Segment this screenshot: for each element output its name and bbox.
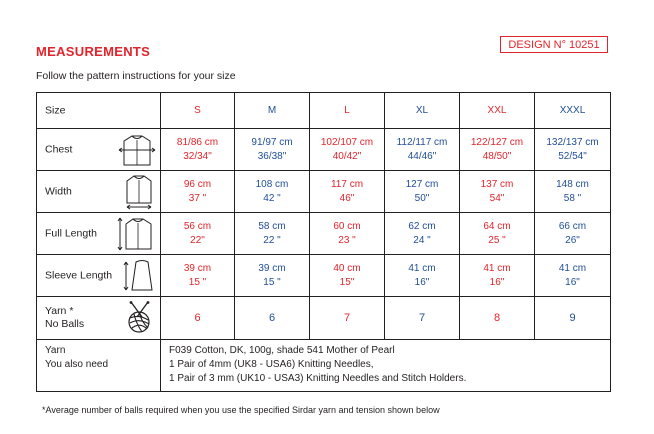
sleeve-in-xl: 16" — [414, 276, 430, 288]
width-cm-xxl: 137 cm — [480, 178, 514, 190]
sleeve-in-xxl: 16" — [489, 276, 505, 288]
footnote: *Average number of balls required when you use the specified Sirdar yarn and tension shown below — [42, 405, 440, 415]
sleeve-cm-xl: 41 cm — [408, 262, 436, 274]
size-header: L — [310, 93, 385, 129]
width-row — [37, 171, 611, 213]
yarn-balls-label-cell — [37, 297, 161, 340]
chest-cm-xxl: 122/127 cm — [470, 136, 524, 148]
length-cm-l: 60 cm — [333, 220, 361, 232]
width-cm-xl: 127 cm — [405, 178, 439, 190]
balls-m: 6 — [235, 297, 310, 340]
size-header: XXXL — [535, 93, 611, 129]
chest-cm-s: 81/86 cm — [176, 136, 219, 148]
length-cm-xxl: 64 cm — [483, 220, 511, 232]
balls-s: 6 — [161, 297, 235, 340]
length-in-xxl: 25 " — [488, 234, 506, 246]
width-in-xxl: 54" — [489, 192, 505, 204]
chest-in-m: 36/38" — [257, 150, 287, 162]
yarn-balls-label-2: No Balls — [45, 318, 85, 330]
measurements-table — [36, 92, 611, 392]
balls-xxxl: 9 — [535, 297, 611, 340]
intro-text: Follow the pattern instructions for your size — [36, 70, 236, 82]
sleeve-length-label: Sleeve Length — [45, 269, 113, 281]
size-header: S — [161, 93, 235, 129]
size-label: Size — [45, 104, 66, 116]
full-length-icon — [116, 216, 156, 252]
chest-in-s: 32/34" — [183, 150, 212, 162]
chest-icon — [118, 133, 156, 167]
sleeve-in-xxxl: 16" — [565, 276, 580, 288]
size-header: XXL — [460, 93, 535, 129]
needles-detail-1: 1 Pair of 4mm (UK8 - USA6) Knitting Needles, — [169, 359, 374, 370]
length-cm-s: 56 cm — [183, 220, 212, 232]
page-title: MEASUREMENTS — [36, 44, 151, 59]
length-in-m: 22 " — [263, 234, 281, 246]
sleeve-cm-s: 39 cm — [183, 262, 212, 274]
yarn-balls-row — [37, 297, 611, 340]
also-need-label: You also need — [45, 359, 109, 370]
width-in-xxxl: 58 " — [563, 192, 582, 204]
balls-xxl: 8 — [460, 297, 535, 340]
yarn-balls-label-1: Yarn * — [45, 305, 74, 317]
chest-in-l: 40/42" — [332, 150, 362, 162]
length-cm-xl: 62 cm — [408, 220, 436, 232]
sleeve-cm-m: 39 cm — [258, 262, 286, 274]
size-label-cell — [37, 93, 161, 129]
yarn-label: Yarn — [45, 345, 66, 356]
full-length-label: Full Length — [45, 227, 97, 239]
size-header: XL — [385, 93, 460, 129]
chest-in-xxl: 48/50" — [482, 150, 512, 162]
width-label-cell — [37, 171, 161, 213]
full-length-label-cell — [37, 213, 161, 255]
chest-cm-xxxl: 132/137 cm — [546, 136, 599, 148]
length-in-l: 23 " — [338, 234, 356, 246]
size-row — [37, 93, 611, 129]
chest-in-xxxl: 52/54" — [558, 150, 587, 162]
length-in-xxxl: 26" — [565, 234, 580, 246]
sleeve-length-icon — [122, 258, 156, 294]
chest-cm-l: 102/107 cm — [320, 136, 374, 148]
sleeve-in-m: 15 " — [263, 276, 281, 288]
width-in-s: 37 " — [188, 192, 207, 204]
width-cm-l: 117 cm — [330, 178, 364, 190]
length-cm-xxxl: 66 cm — [558, 220, 587, 232]
width-cm-s: 96 cm — [183, 178, 212, 190]
width-label: Width — [45, 185, 72, 197]
sleeve-cm-xxxl: 41 cm — [558, 262, 587, 274]
chest-label-cell — [37, 129, 161, 171]
balls-xl: 7 — [385, 297, 460, 340]
sleeve-length-label-cell — [37, 255, 161, 297]
full-length-row — [37, 213, 611, 255]
chest-cm-xl: 112/117 cm — [396, 136, 448, 148]
sleeve-length-row — [37, 255, 611, 297]
yarn-info-details — [161, 340, 611, 392]
yarn-info-labels — [37, 340, 161, 392]
chest-in-xl: 44/46" — [407, 150, 437, 162]
balls-l: 7 — [310, 297, 385, 340]
design-number-badge: DESIGN N° 10251 — [500, 36, 608, 53]
needles-detail-2: 1 Pair of 3 mm (UK10 - USA3) Knitting Needles and Stitch Holders. — [169, 373, 467, 384]
yarn-info-row — [37, 340, 611, 392]
length-cm-m: 58 cm — [258, 220, 286, 232]
sleeve-in-l: 15" — [339, 276, 355, 288]
sleeve-cm-xxl: 41 cm — [483, 262, 511, 274]
length-in-xl: 24 " — [413, 234, 431, 246]
width-icon — [122, 174, 156, 210]
size-header: M — [235, 93, 310, 129]
width-cm-xxxl: 148 cm — [556, 178, 589, 190]
width-in-m: 42 " — [263, 192, 281, 204]
chest-label: Chest — [45, 143, 73, 155]
yarn-detail: F039 Cotton, DK, 100g, shade 541 Mother of Pearl — [169, 345, 395, 356]
length-in-s: 22" — [190, 234, 205, 246]
yarn-ball-icon — [122, 301, 156, 335]
chest-cm-m: 91/97 cm — [251, 136, 293, 148]
width-in-l: 46" — [339, 192, 355, 204]
sleeve-cm-l: 40 cm — [333, 262, 361, 274]
width-cm-m: 108 cm — [255, 178, 289, 190]
chest-row — [37, 129, 611, 171]
width-in-xl: 50" — [414, 192, 430, 204]
sleeve-in-s: 15 " — [188, 276, 207, 288]
